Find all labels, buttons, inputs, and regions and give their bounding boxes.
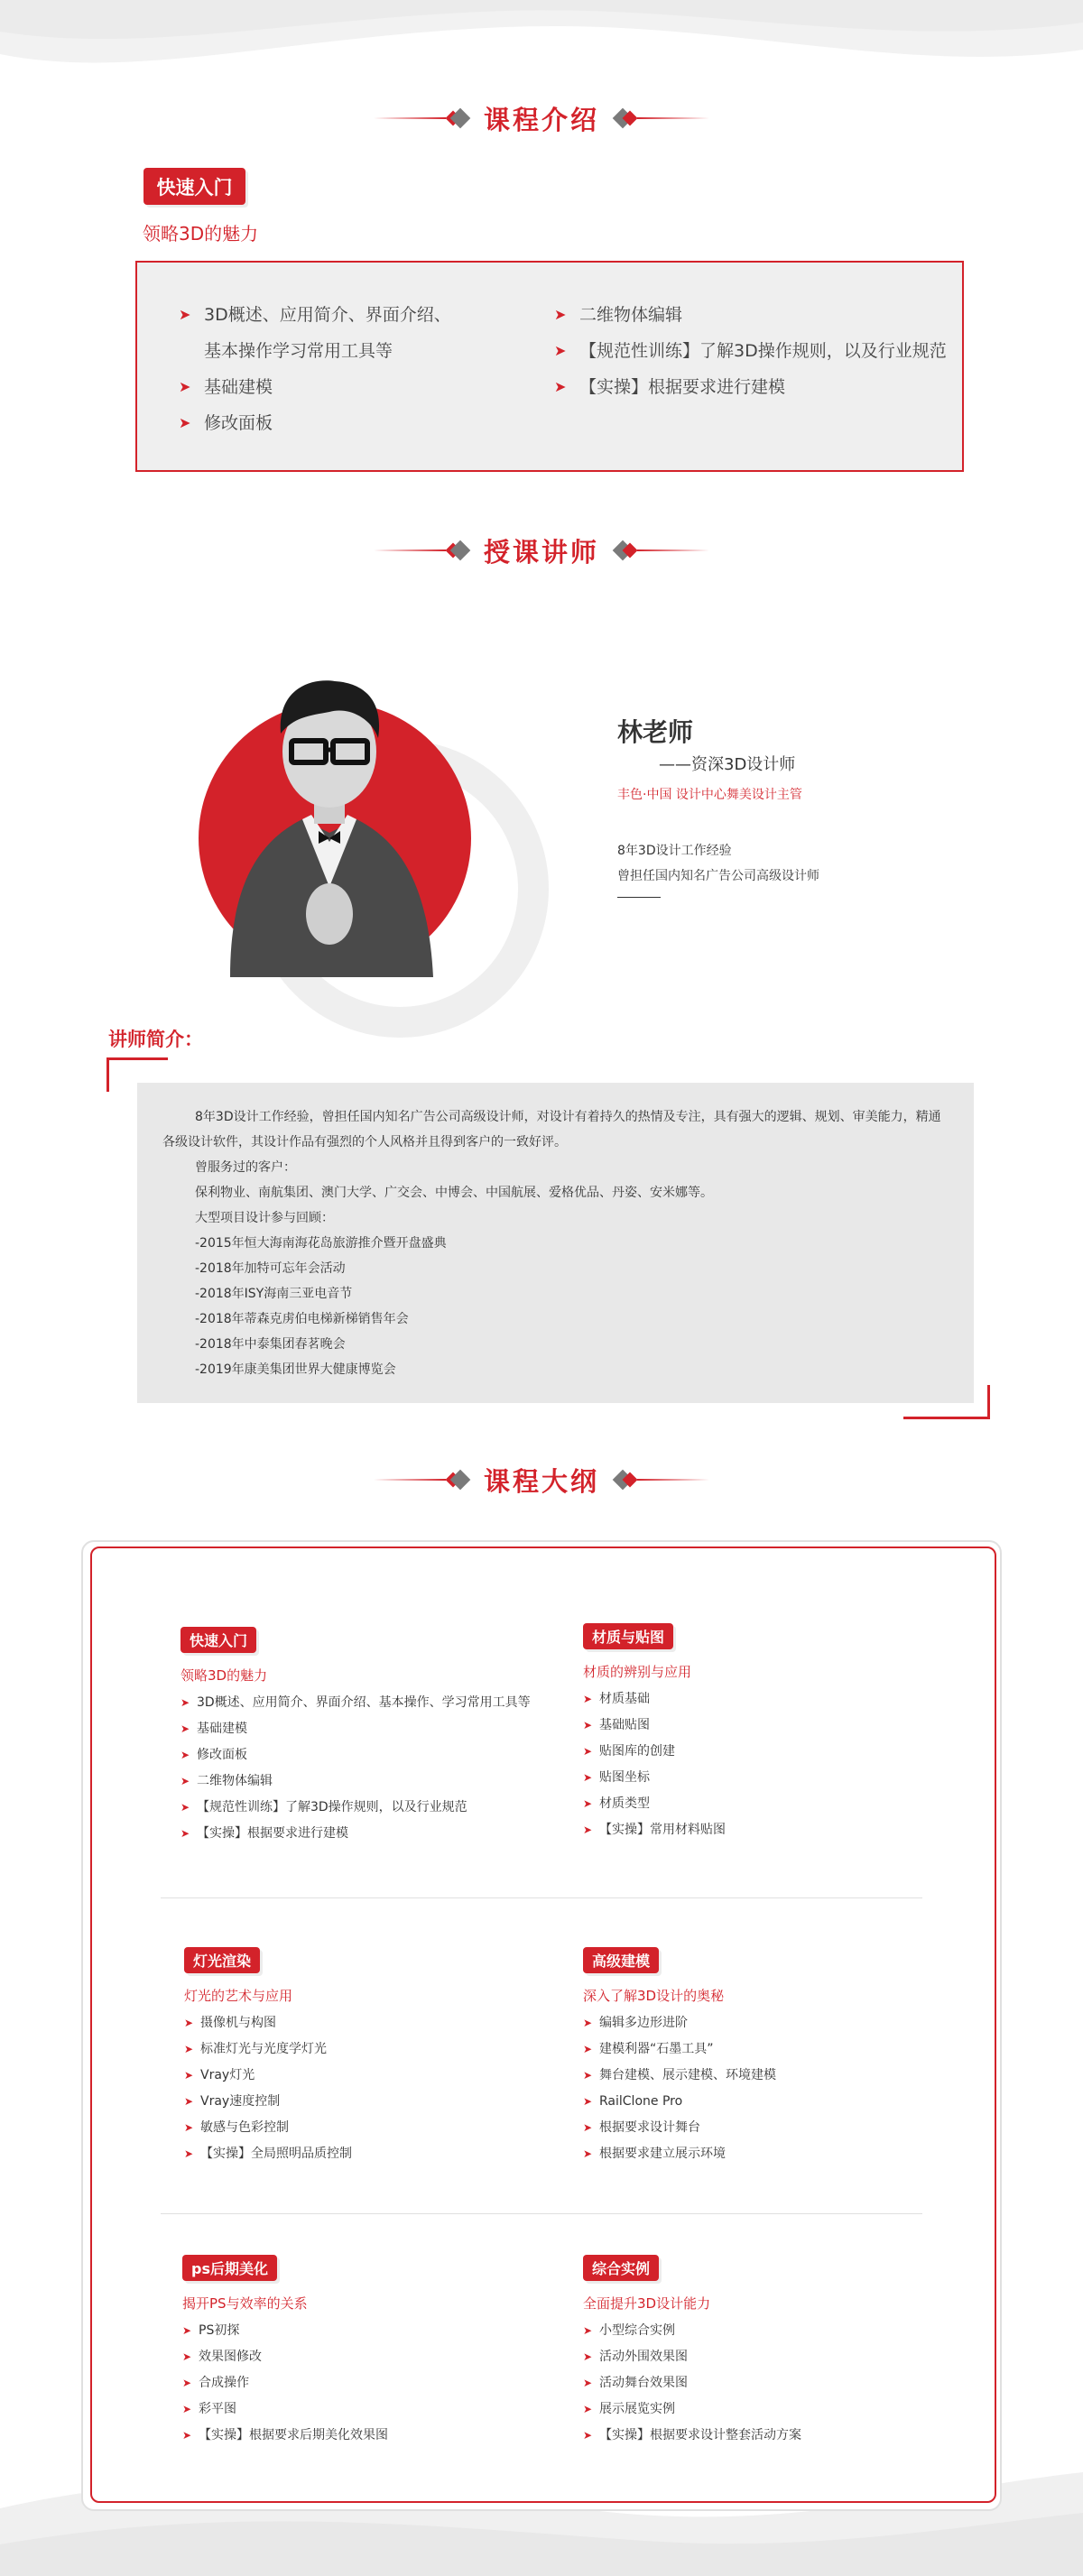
intro-left-column bbox=[179, 297, 451, 441]
arrow-icon: ➤ bbox=[554, 378, 567, 395]
intro-box bbox=[135, 261, 964, 472]
arrow-icon: ➤ bbox=[583, 2069, 593, 2082]
corner-decoration bbox=[903, 1385, 990, 1419]
title-line-left bbox=[374, 117, 446, 119]
outline-module bbox=[182, 2255, 561, 2449]
list-item: ➤ 【实操】根据要求后期美化效果图 bbox=[182, 2423, 561, 2449]
list-item: ➤ 贴图坐标 bbox=[583, 1765, 962, 1791]
module-subtitle: 深入了解3D设计的奥秘 bbox=[583, 1988, 725, 2004]
teacher-org: 丰色·中国 设计中心舞美设计主管 bbox=[617, 788, 802, 802]
bio-project: -2018年加特可忘年会活动 bbox=[195, 1261, 346, 1276]
arrow-icon: ➤ bbox=[583, 2147, 593, 2160]
title-line-right bbox=[637, 549, 709, 551]
arrow-icon: ➤ bbox=[583, 1693, 593, 1705]
arrow-icon: ➤ bbox=[583, 1719, 593, 1731]
arrow-icon: ➤ bbox=[583, 2043, 593, 2055]
arrow-icon: ➤ bbox=[182, 2377, 192, 2389]
arrow-icon: ➤ bbox=[583, 2121, 593, 2134]
list-item: ➤ 展示展览实例 bbox=[583, 2396, 962, 2423]
top-wave-decoration bbox=[0, 0, 1083, 81]
outline-module bbox=[583, 1947, 962, 2167]
module-badge: 综合实例 bbox=[583, 2255, 659, 2281]
list-item: ➤ PS初探 bbox=[182, 2318, 561, 2344]
arrow-icon: ➤ bbox=[184, 2043, 194, 2055]
bio-project: -2018年中泰集团春茗晚会 bbox=[195, 1337, 346, 1352]
section-title-teacher bbox=[0, 528, 1083, 573]
list-item: ➤ 敏感与色彩控制 bbox=[184, 2115, 563, 2141]
list-item: ➤ 摄像机与构图 bbox=[184, 2010, 563, 2036]
intro-badge: 快速入门 bbox=[143, 168, 245, 205]
section-title-outline bbox=[0, 1457, 1083, 1502]
arrow-icon: ➤ bbox=[583, 1824, 593, 1836]
divider bbox=[161, 2213, 922, 2214]
list-item: ➤ 活动舞台效果图 bbox=[583, 2370, 962, 2396]
list-item: ➤ Vray速度控制 bbox=[184, 2089, 563, 2115]
arrow-icon: ➤ bbox=[583, 2095, 593, 2108]
outline-module bbox=[583, 1623, 962, 1843]
list-item: ➤ 标准灯光与光度学灯光 bbox=[184, 2036, 563, 2063]
arrow-icon: ➤ bbox=[182, 2324, 192, 2337]
arrow-icon: ➤ bbox=[583, 2403, 593, 2415]
module-subtitle: 揭开PS与效率的关系 bbox=[182, 2295, 308, 2312]
teacher-history: 曾担任国内知名广告公司高级设计师 bbox=[617, 869, 819, 883]
list-item: ➤ 合成操作 bbox=[182, 2370, 561, 2396]
diamond-icon bbox=[449, 1473, 464, 1487]
list-item: ➤ 材质基础 bbox=[583, 1686, 962, 1713]
list-item: ➤ 彩平图 bbox=[182, 2396, 561, 2423]
title-line-right bbox=[637, 1479, 709, 1481]
module-subtitle: 全面提升3D设计能力 bbox=[583, 2295, 711, 2312]
list-item: ➤ 舞台建模、展示建模、环境建模 bbox=[583, 2063, 962, 2089]
arrow-icon: ➤ bbox=[184, 2095, 194, 2108]
list-item: ➤ 基础贴图 bbox=[583, 1713, 962, 1739]
arrow-icon: ➤ bbox=[554, 306, 567, 323]
bio-clients: 保利物业、南航集团、澳门大学、广交会、中博会、中国航展、爱格优品、丹姿、安米娜等。 bbox=[195, 1186, 713, 1200]
arrow-icon: ➤ bbox=[184, 2069, 194, 2082]
bio-project: -2015年恒大海南海花岛旅游推介暨开盘盛典 bbox=[195, 1236, 447, 1251]
list-item: ➤ 贴图库的创建 bbox=[583, 1739, 962, 1765]
module-subtitle: 材质的辨别与应用 bbox=[583, 1664, 692, 1680]
list-item: ➤ 基础建模 bbox=[180, 1716, 560, 1742]
title-line-right bbox=[637, 117, 709, 119]
diamond-icon bbox=[619, 111, 634, 125]
module-badge: 材质与贴图 bbox=[583, 1623, 673, 1649]
teacher-portrait bbox=[194, 616, 465, 977]
arrow-icon: ➤ bbox=[182, 2429, 192, 2442]
list-item: ➤ 活动外围效果图 bbox=[583, 2344, 962, 2370]
arrow-icon: ➤ bbox=[180, 1722, 190, 1735]
module-badge: 灯光渲染 bbox=[184, 1947, 260, 1973]
outline-module bbox=[583, 2255, 962, 2449]
bio-project: -2018年蒂森克虏伯电梯新梯销售年会 bbox=[195, 1312, 409, 1326]
arrow-icon: ➤ bbox=[583, 1797, 593, 1810]
list-item: ➤ 根据要求建立展示环境 bbox=[583, 2141, 962, 2167]
section-title-text: 课程介绍 bbox=[483, 104, 599, 135]
outline-module bbox=[180, 1627, 560, 1847]
bio-box bbox=[137, 1083, 974, 1403]
diamond-icon bbox=[449, 111, 464, 125]
arrow-icon: ➤ bbox=[184, 2121, 194, 2134]
corner-decoration bbox=[106, 1057, 168, 1092]
list-item: ➤ 【实操】根据要求设计整套活动方案 bbox=[583, 2423, 962, 2449]
module-subtitle: 领略3D的魅力 bbox=[180, 1667, 268, 1684]
list-item: ➤ 【规范性训练】了解3D操作规则，以及行业规范 bbox=[554, 333, 947, 369]
list-item: ➤ 根据要求设计舞台 bbox=[583, 2115, 962, 2141]
title-line-left bbox=[374, 1479, 446, 1481]
bio-label: 讲师简介： bbox=[108, 1029, 203, 1050]
arrow-icon: ➤ bbox=[184, 2147, 194, 2160]
list-item: ➤ 效果图修改 bbox=[182, 2344, 561, 2370]
list-item: ➤ 二维物体编辑 bbox=[554, 297, 947, 333]
list-item: ➤ 【规范性训练】了解3D操作规则，以及行业规范 bbox=[180, 1795, 560, 1821]
list-item: ➤ 3D概述、应用简介、界面介绍、基本操作、学习常用工具等 bbox=[180, 1690, 560, 1716]
bio-project: -2019年康美集团世界大健康博览会 bbox=[195, 1362, 396, 1377]
list-item: ➤ RailClone Pro bbox=[583, 2089, 962, 2115]
section-title-intro bbox=[0, 96, 1083, 141]
list-item: ➤ 编辑多边形进阶 bbox=[583, 2010, 962, 2036]
diamond-icon bbox=[449, 543, 464, 558]
list-item: ➤ 【实操】根据要求进行建模 bbox=[554, 369, 947, 405]
list-item: 基本操作学习常用工具等 bbox=[204, 341, 393, 361]
module-badge: 高级建模 bbox=[583, 1947, 659, 1973]
arrow-icon: ➤ bbox=[180, 1696, 190, 1709]
list-item: ➤ 【实操】根据要求进行建模 bbox=[180, 1821, 560, 1847]
bio-projects-label: 大型项目设计参与回顾： bbox=[195, 1211, 334, 1225]
list-item: ➤ 【实操】全局照明品质控制 bbox=[184, 2141, 563, 2167]
teacher-name: 林老师 bbox=[617, 717, 694, 747]
teacher-experience: 8年3D设计工作经验 bbox=[617, 844, 732, 858]
arrow-icon: ➤ bbox=[583, 1745, 593, 1758]
arrow-icon: ➤ bbox=[179, 306, 191, 323]
list-item: ➤ 修改面板 bbox=[179, 405, 451, 441]
divider bbox=[161, 1897, 922, 1898]
arrow-icon: ➤ bbox=[180, 1827, 190, 1840]
list-item: ➤ 【实操】常用材料贴图 bbox=[583, 1817, 962, 1843]
arrow-icon: ➤ bbox=[583, 2017, 593, 2029]
module-badge: 快速入门 bbox=[180, 1627, 256, 1653]
arrow-icon: ➤ bbox=[583, 2350, 593, 2363]
list-item: ➤ 二维物体编辑 bbox=[180, 1768, 560, 1795]
section-title-text: 课程大纲 bbox=[483, 1465, 599, 1497]
outline-module bbox=[184, 1947, 563, 2167]
arrow-icon: ➤ bbox=[583, 2324, 593, 2337]
intro-right-column bbox=[554, 297, 947, 405]
diamond-icon bbox=[619, 1473, 634, 1487]
bio-paragraph: 8年3D设计工作经验，曾担任国内知名广告公司高级设计师，对设计有着持久的热情及专注，具有强大的逻辑、规划、审美能力，精通各级设计软件，其设计作品有强烈的个人风格并且得到客户的一致好评。 bbox=[162, 1110, 941, 1150]
arrow-icon: ➤ bbox=[554, 342, 567, 359]
arrow-icon: ➤ bbox=[180, 1801, 190, 1814]
module-subtitle: 灯光的艺术与应用 bbox=[184, 1988, 293, 2004]
list-item: ➤ 修改面板 bbox=[180, 1742, 560, 1768]
arrow-icon: ➤ bbox=[182, 2403, 192, 2415]
section-title-text: 授课讲师 bbox=[483, 536, 599, 568]
arrow-icon: ➤ bbox=[583, 1771, 593, 1784]
list-item: ➤ Vray灯光 bbox=[184, 2063, 563, 2089]
intro-subtitle: 领略3D的魅力 bbox=[143, 223, 259, 245]
arrow-icon: ➤ bbox=[180, 1775, 190, 1787]
arrow-icon: ➤ bbox=[583, 2429, 593, 2442]
arrow-icon: ➤ bbox=[180, 1749, 190, 1761]
list-item: ➤ 小型综合实例 bbox=[583, 2318, 962, 2344]
arrow-icon: ➤ bbox=[179, 378, 191, 395]
bio-project: -2018年ISY海南三亚电音节 bbox=[195, 1287, 353, 1301]
diamond-icon bbox=[619, 543, 634, 558]
module-badge: ps后期美化 bbox=[182, 2255, 277, 2281]
arrow-icon: ➤ bbox=[179, 414, 191, 431]
list-item: ➤ 建模利器“石墨工具” bbox=[583, 2036, 962, 2063]
list-item: ➤ 材质类型 bbox=[583, 1791, 962, 1817]
list-item: ➤ 3D概述、应用简介、界面介绍、 bbox=[179, 297, 451, 333]
title-line-left bbox=[374, 549, 446, 551]
arrow-icon: ➤ bbox=[583, 2377, 593, 2389]
bio-served-label: 曾服务过的客户： bbox=[195, 1160, 296, 1175]
arrow-icon: ➤ bbox=[184, 2017, 194, 2029]
teacher-role: ——资深3D设计师 bbox=[659, 755, 796, 774]
list-item: ➤ 基础建模 bbox=[179, 369, 451, 405]
arrow-icon: ➤ bbox=[182, 2350, 192, 2363]
divider bbox=[617, 897, 661, 898]
